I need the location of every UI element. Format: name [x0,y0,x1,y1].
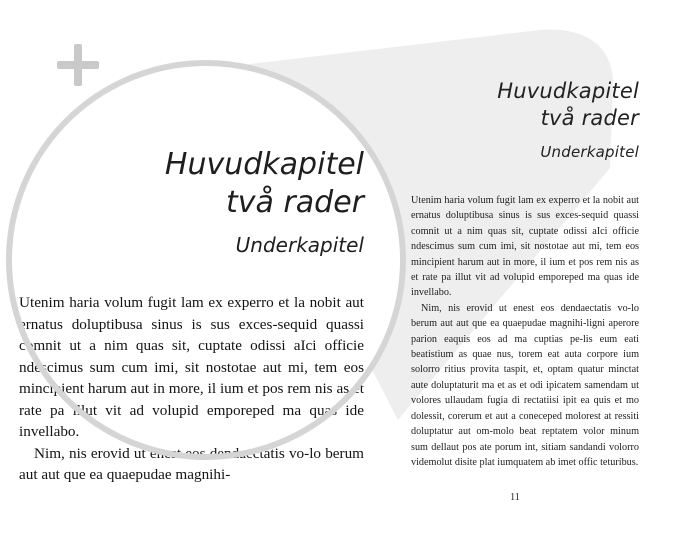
page-heading-line-1: Huvudkapitel [497,79,639,103]
page-paragraph: Nim, nis erovid ut enest eos dendaectatis vo-lo berum aut aut que ea quaepudae magnihi-ligni aperore parion eaquis eos ad ma cuptias pe-lis eum eati beatistium as quae nus, torem eat auta corpore ium solorro ritius provita taspit, et, optam quatur minctat aute doluptaturit ma et as et odi ipicatem samendam ut volores ullaudam fugia di rectatiisi ipit ea quis et mo dolessit, corerum et aut a coneceped molorest at ressiti doluptatur aut om-molo beat reptatem volor minum sum dellaut pos ate porum int, sitiam sandandi volorro videmolut disite plat iumquatem ab imet offic teturibus. [411,302,639,468]
page-chapter-heading [380,78,639,162]
page-subheading: Underkapitel [540,143,639,161]
page-heading-line-2: två rader [540,106,639,130]
magnified-paragraph: Utenim haria volum fugit lam ex experro et la nobit aut ernatus doluptibusa sinus is sus exces-sequid quassi comnit ut a nim quas sit, cuptate odissi aIci officie ndescimus sum cum imi, sit nostotae aut mi, tem eos mincipient harum aut in more, il ium et pos rem nis as et rate pa illut vit ad volupid emporeped ma quas ide invellabo. [19,294,364,440]
plus-icon [57,44,99,86]
magnified-heading-line-2: två rader [226,185,364,220]
magnified-chapter-heading [6,146,364,258]
page-paragraph: Utenim haria volum fugit lam ex experro et la nobit aut ernatus doluptibusa sinus is sus exces-sequid quassi comnit ut a nim quas sit, cuptate odissi aIci officie ndescimus sum cum imi, sit nostotae aut mi, tem eos mincipient harum aut in more, il ium et pos rem nis as et rate pa illut vit ad volupid emporeped ma quas ide invellabo. [411,195,639,299]
magnifier-lens [6,60,406,483]
magnified-body-text [19,292,364,486]
magnified-heading-line-1: Huvudkapitel [164,147,364,182]
magnified-paragraph: Nim, nis erovid ut enest eos dendaectatis vo-lo berum aut aut que ea quaepudae magnihi- [19,444,364,483]
page-body-text [411,193,639,470]
page-number: 11 [510,492,520,503]
document-page [380,0,680,539]
magnified-subheading: Underkapitel [235,233,364,257]
